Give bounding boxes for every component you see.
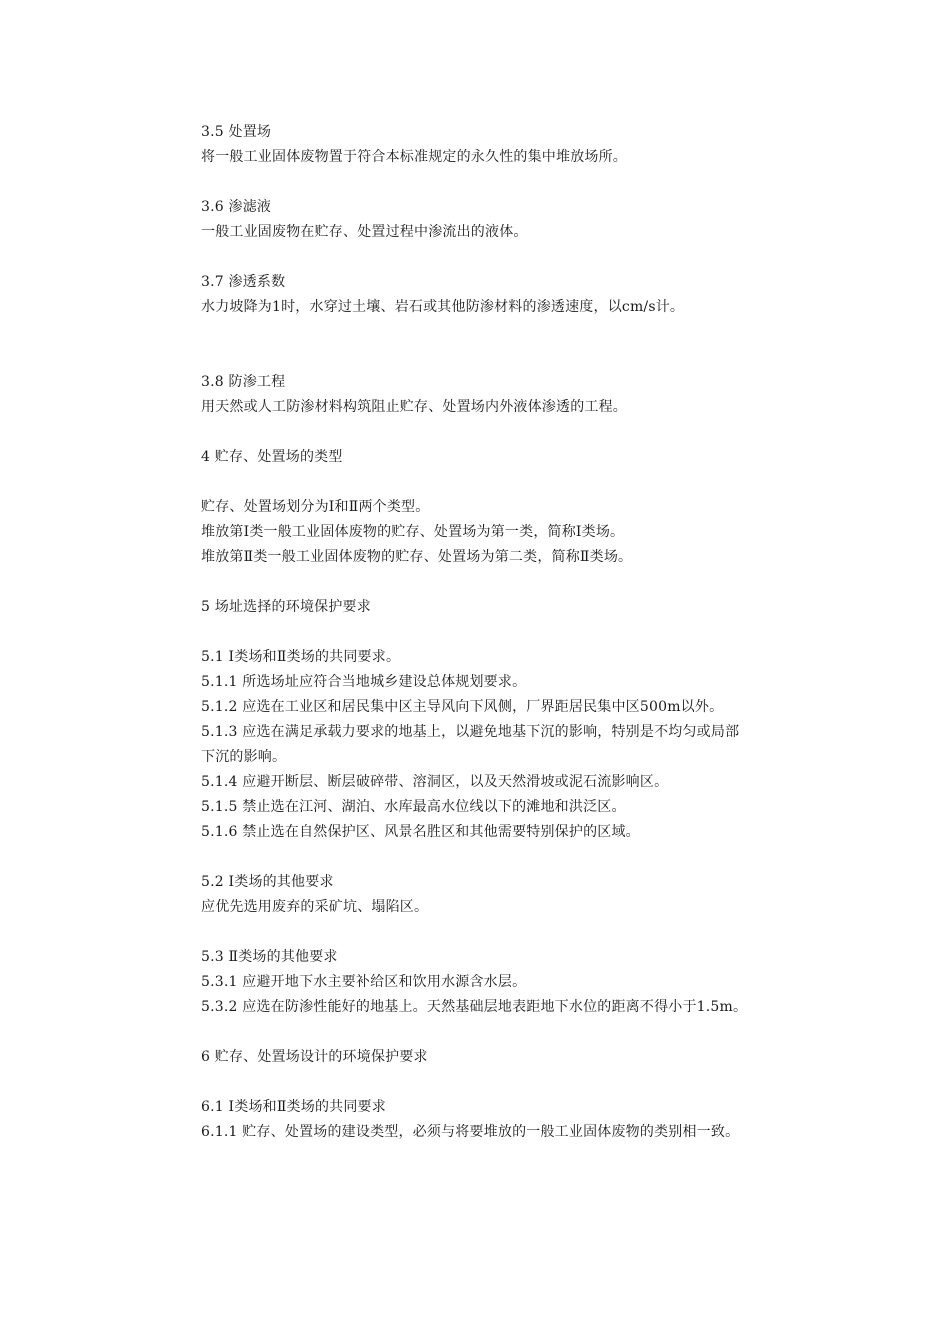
section-heading: 3.8 防渗工程 (201, 374, 286, 390)
paragraph: 将一般工业固体废物置于符合本标准规定的永久性的集中堆放场所。 (201, 149, 627, 165)
paragraph-line: 堆放第Ⅱ类一般工业固体废物的贮存、处置场为第二类，简称Ⅱ类场。 (201, 549, 633, 565)
section-heading: 3.5 处置场 (201, 124, 272, 140)
section-6 (201, 1045, 761, 1145)
paragraph: 用天然或人工防渗材料构筑阻止贮存、处置场内外液体渗透的工程。 (201, 399, 627, 415)
paragraph: 应优先选用废弃的采矿坑、塌陷区。 (201, 899, 429, 915)
section-3-7 (201, 270, 761, 320)
list-item: 5.1.3 应选在满足承载力要求的地基上，以避免地基下沉的影响，特别是不均匀或局部下沉的影响。 (201, 724, 740, 765)
subsection-6-1 (201, 1095, 761, 1145)
list-item: 5.1.6 禁止选在自然保护区、风景名胜区和其他需要特别保护的区域。 (201, 824, 640, 840)
list-item: 5.1.4 应避开断层、断层破碎带、溶洞区，以及天然滑坡或泥石流影响区。 (201, 774, 669, 790)
subsection-heading: 5.2 Ⅰ类场的其他要求 (201, 874, 334, 890)
section-heading: 3.6 渗滤液 (201, 199, 272, 215)
subsection-5-1 (201, 645, 761, 845)
section-3-8 (201, 370, 761, 420)
document-page (201, 120, 761, 1145)
paragraph: 一般工业固废物在贮存、处置过程中渗流出的液体。 (201, 224, 528, 240)
list-item: 5.3.1 应避开地下水主要补给区和饮用水源含水层。 (201, 974, 527, 990)
section-3-6 (201, 195, 761, 245)
subsection-5-2 (201, 870, 761, 920)
section-4 (201, 445, 761, 570)
subsection-heading: 6.1 Ⅰ类场和Ⅱ类场的共同要求 (201, 1099, 386, 1115)
section-heading: 4 贮存、处置场的类型 (201, 449, 343, 465)
paragraph-line: 贮存、处置场划分为Ⅰ和Ⅱ两个类型。 (201, 499, 430, 515)
list-item: 5.3.2 应选在防渗性能好的地基上。天然基础层地表距地下水位的距离不得小于1.5m。 (201, 999, 748, 1015)
subsection-heading: 5.1 Ⅰ类场和Ⅱ类场的共同要求。 (201, 649, 401, 665)
list-item: 5.1.1 所选场址应符合当地城乡建设总体规划要求。 (201, 674, 527, 690)
list-item: 6.1.1 贮存、处置场的建设类型，必须与将要堆放的一般工业固体废物的类别相一致。 (201, 1124, 740, 1140)
section-heading: 3.7 渗透系数 (201, 274, 286, 290)
section-heading: 6 贮存、处置场设计的环境保护要求 (201, 1049, 428, 1065)
paragraph-line: 堆放第Ⅰ类一般工业固体废物的贮存、处置场为第一类，简称Ⅰ类场。 (201, 524, 625, 540)
subsection-5-3 (201, 945, 761, 1020)
list-item: 5.1.5 禁止选在江河、湖泊、水库最高水位线以下的滩地和洪泛区。 (201, 799, 626, 815)
subsection-heading: 5.3 Ⅱ类场的其他要求 (201, 949, 338, 965)
list-item: 5.1.2 应选在工业区和居民集中区主导风向下风侧，厂界距居民集中区500m以外。 (201, 699, 724, 715)
section-5 (201, 595, 761, 1020)
paragraph: 水力坡降为1时，水穿过土壤、岩石或其他防渗材料的渗透速度，以cm/s计。 (201, 299, 685, 315)
section-heading: 5 场址选择的环境保护要求 (201, 599, 371, 615)
section-3-5 (201, 120, 761, 170)
